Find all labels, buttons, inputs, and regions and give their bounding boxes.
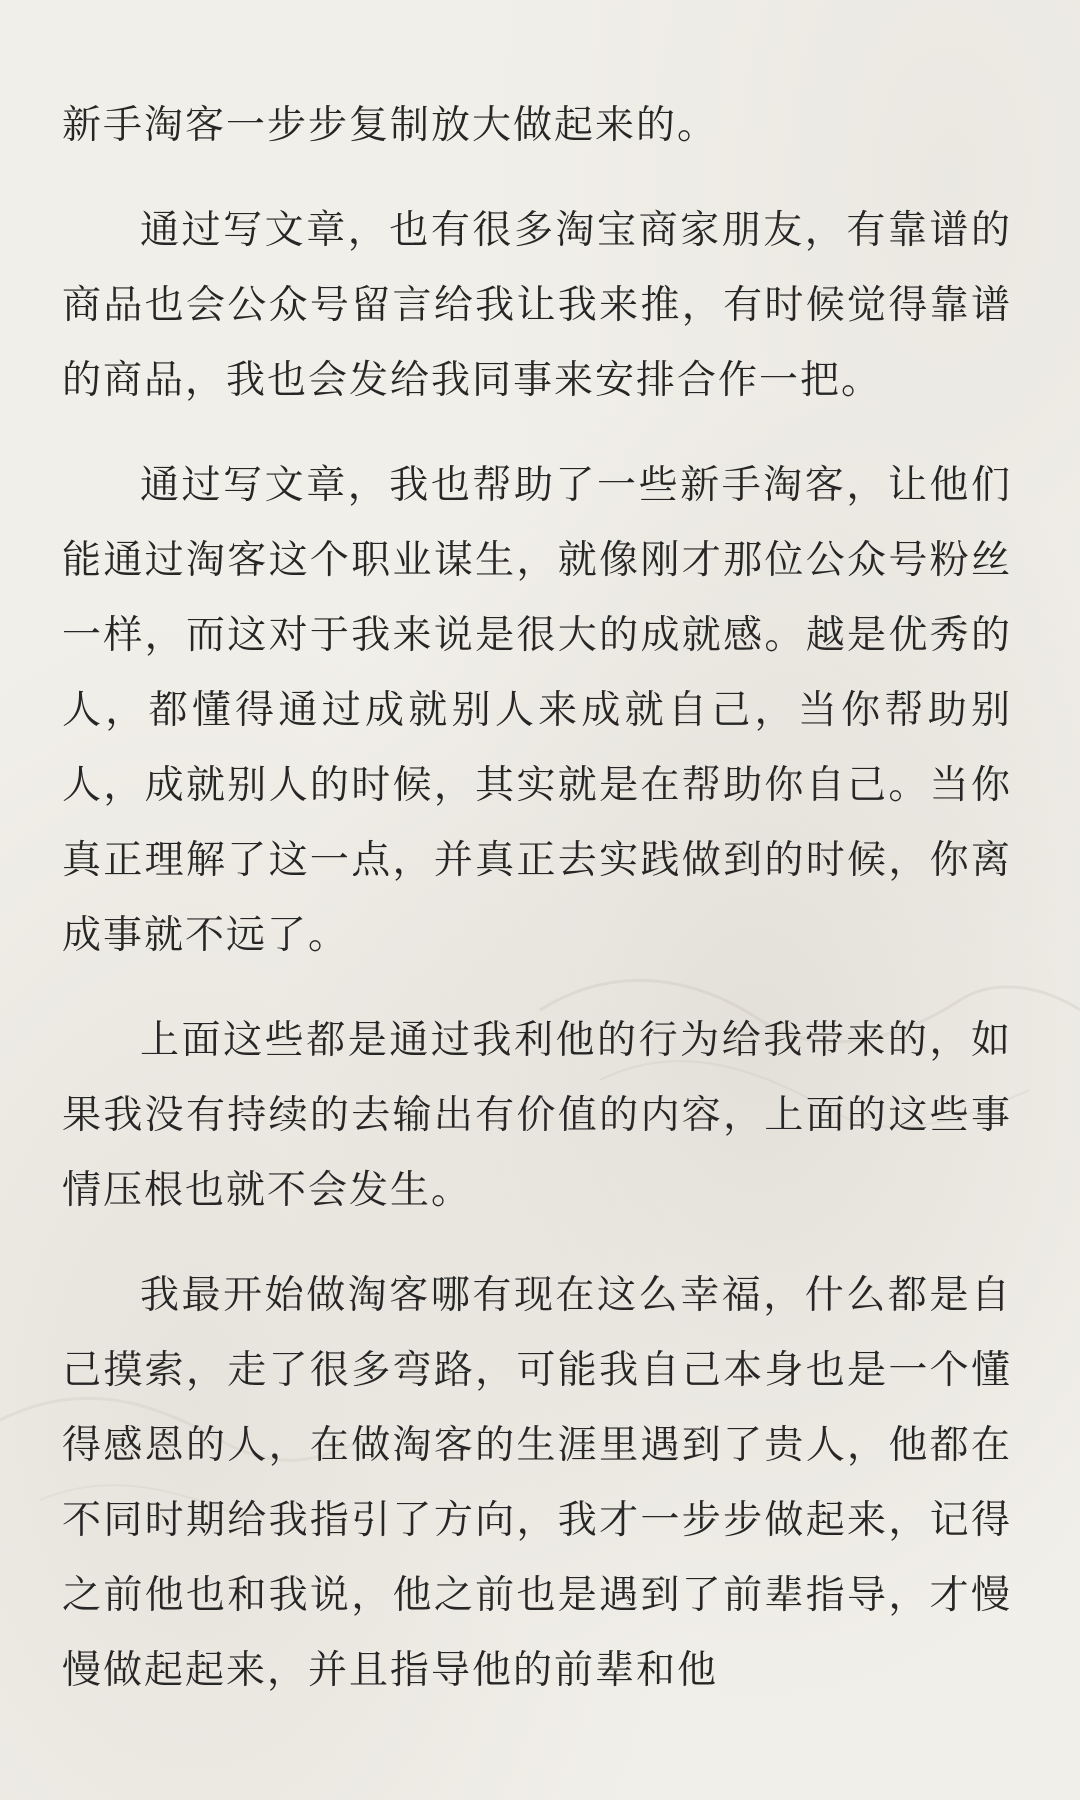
paragraph-beginnings: 我最开始做淘客哪有现在这么幸福，什么都是自己摸索，走了很多弯路，可能我自己本身也是一个懂得感恩的人，在做淘客的生涯里遇到了贵人，他都在不同时期给我指引了方向，我才一步步做起来，记得之前他也和我说，他之前也是遇到了前辈指导，才慢慢做起起来，并且指导他的前辈和他 [62, 1273, 1012, 1693]
paragraph-altruism: 上面这些都是通过我利他的行为给我带来的，如果我没有持续的去输出有价值的内容，上面的这些事情压根也就不会发生。 [62, 1018, 1012, 1213]
paragraph-continued: 新手淘客一步步复制放大做起来的。 [62, 103, 719, 148]
article-body [62, 88, 1012, 1738]
paragraph-merchants: 通过写文章，也有很多淘宝商家朋友，有靠谱的商品也会公众号留言给我让我来推，有时候觉得靠谱的商品，我也会发给我同事来安排合作一把。 [62, 208, 1012, 403]
paragraph-helping-newcomers: 通过写文章，我也帮助了一些新手淘客，让他们能通过淘客这个职业谋生，就像刚才那位公众号粉丝一样，而这对于我来说是很大的成就感。越是优秀的人，都懂得通过成就别人来成就自己，当你帮助别人，成就别人的时候，其实就是在帮助你自己。当你真正理解了这一点，并真正去实践做到的时候，你离成事就不远了。 [62, 463, 1012, 958]
